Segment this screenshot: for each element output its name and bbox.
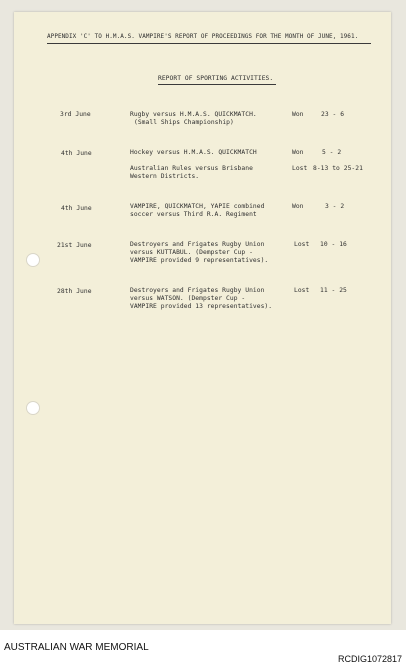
punch-hole bbox=[26, 253, 40, 267]
entry-result: Won bbox=[292, 111, 304, 118]
document-page bbox=[14, 12, 391, 624]
entry-score: 8-13 to 25-21 bbox=[313, 165, 363, 172]
entry-description: Rugby versus H.M.A.S. QUICKMATCH. bbox=[130, 111, 257, 118]
entry-description: Western Districts. bbox=[130, 173, 200, 180]
entry-score: 10 - 16 bbox=[320, 241, 347, 248]
entry-date: 4th June bbox=[61, 205, 92, 212]
entry-description: VAMPIRE provided 9 representatives). bbox=[130, 257, 269, 264]
archive-name: AUSTRALIAN WAR MEMORIAL bbox=[4, 642, 149, 653]
entry-description: Hockey versus H.M.A.S. QUICKMATCH bbox=[130, 149, 257, 156]
entry-result: Lost bbox=[294, 287, 310, 294]
header-rule bbox=[47, 43, 371, 44]
entry-description: (Small Ships Championship) bbox=[134, 119, 234, 126]
entry-description: versus WATSON. (Dempster Cup - bbox=[130, 295, 246, 302]
entry-result: Lost bbox=[292, 165, 308, 172]
punch-hole bbox=[26, 401, 40, 415]
entry-score: 23 - 6 bbox=[321, 111, 345, 118]
record-id: RCDIG1072817 bbox=[337, 654, 402, 664]
entry-result: Won bbox=[292, 149, 304, 156]
entry-score: 3 - 2 bbox=[325, 203, 345, 210]
entry-description: VAMPIRE, QUICKMATCH, YAPIE combined bbox=[130, 203, 265, 210]
entry-date: 21st June bbox=[57, 242, 92, 249]
entry-description: Australian Rules versus Brisbane bbox=[130, 165, 253, 172]
entry-description: Destroyers and Frigates Rugby Union bbox=[130, 287, 265, 294]
entry-description: Destroyers and Frigates Rugby Union bbox=[130, 241, 265, 248]
document-title: REPORT OF SPORTING ACTIVITIES. bbox=[158, 75, 274, 82]
entry-date: 3rd June bbox=[60, 111, 91, 118]
entry-date: 28th June bbox=[57, 288, 92, 295]
entry-result: Won bbox=[292, 203, 304, 210]
title-underline bbox=[158, 84, 276, 85]
entry-description: versus KUTTABUL. (Dempster Cup - bbox=[130, 249, 253, 256]
document-header: APPENDIX 'C' TO H.M.A.S. VAMPIRE'S REPORT OF PROCEEDINGS FOR THE MONTH OF JUNE, 1961. bbox=[47, 33, 359, 40]
entry-description: soccer versus Third R.A. Regiment bbox=[130, 211, 257, 218]
entry-date: 4th June bbox=[61, 150, 92, 157]
entry-score: 11 - 25 bbox=[320, 287, 347, 294]
entry-score: 5 - 2 bbox=[322, 149, 342, 156]
entry-result: Lost bbox=[294, 241, 310, 248]
entry-description: VAMPIRE provided 13 representatives). bbox=[130, 303, 273, 310]
